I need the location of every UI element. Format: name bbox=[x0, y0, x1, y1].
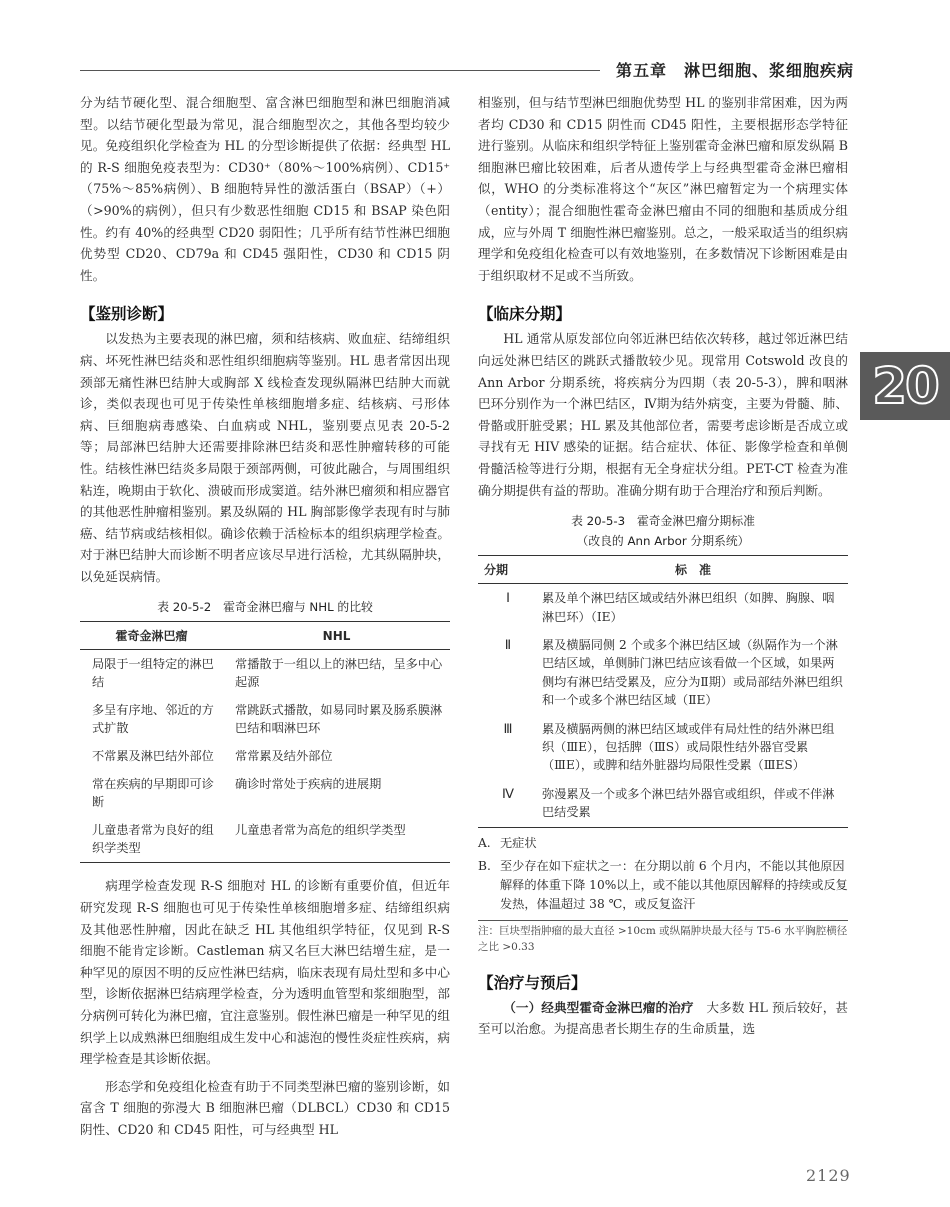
table-row bbox=[80, 650, 450, 697]
section-heading-treatment: 【治疗与预后】 bbox=[478, 973, 587, 992]
table-row bbox=[478, 780, 848, 827]
stage-criteria: 累及横膈同侧 2 个或多个淋巴结区域（纵隔作为一个淋巴结区域，单侧肺门淋巴结应该看做一个区域，如果两侧均有淋巴结受累及，应分为Ⅱ期）或局部结外淋巴组织和一个或多个淋巴结区域（ⅡE） bbox=[542, 637, 843, 708]
cell-hl: 不常累及淋巴结外部位 bbox=[92, 749, 214, 764]
group-key: B. bbox=[478, 858, 491, 873]
paragraph-differential: 以发热为主要表现的淋巴瘤，须和结核病、败血症、结缔组织病、坏死性淋巴结炎和恶性组织细胞病等鉴别。HL 患者常因出现颈部无痛性淋巴结肿大或胸部 X 线检查发现纵隔淋巴结肿大而就诊，类似表现也可见于传染性单核细胞增多症、结核病、弓形体病、巨细胞病毒感染、白血病或 NHL，鉴别要点见表 20-5-2 等；局部淋巴结肿大还需要排除淋巴结炎和恶性肿瘤转移的可能性。结核性淋巴结炎多局限于颈部两侧，可彼此融合，与周围组织粘连，晚期由于软化、溃破而形成窦道。结外淋巴瘤须和相应器官的其他恶性肿瘤相鉴别。累及纵隔的 HL 胸部影像学表现有时与肺癌、结节病或结核相似。确诊依赖于活检标本的组织病理学检查。对于淋巴结肿大而诊断不明者应该尽早进行活检，尤其纵隔肿块，以免延误病情。 bbox=[80, 331, 450, 584]
symptom-group-b bbox=[478, 857, 848, 914]
table-row bbox=[80, 742, 450, 770]
section-heading-staging: 【临床分期】 bbox=[478, 305, 572, 324]
chapter-tab-label: 20 bbox=[872, 357, 938, 415]
section-heading-differential: 【鉴别诊断】 bbox=[80, 305, 174, 324]
paragraph-classification: 分为结节硬化型、混合细胞型、富含淋巴细胞型和淋巴细胞消减型。以结节硬化型最为常见，混合细胞型次之，其他各型均较少见。免疫组织化学检查为 HL 的分型诊断提供了依据：经典型 HL 的 R-S 细胞免疫表型为：CD30⁺（80%～100%病例）、CD15⁺（75%～85%病例）、B 细胞特异性的激活蛋白（BSAP）（+）（>90%的病例），但只有少数恶性细胞 CD15 和 BSAP 染色阳性。约有 40%的经典型 CD20 弱阳性；几乎所有结节性淋巴细胞优势型 CD20、CD79a 和 CD45 强阳性，CD30 和 CD15 阴性。 bbox=[80, 95, 450, 283]
right-column bbox=[478, 92, 848, 1040]
table-row bbox=[478, 715, 848, 780]
cell-nhl: 确诊时常处于疾病的进展期 bbox=[235, 777, 382, 792]
group-text: 无症状 bbox=[500, 835, 537, 850]
table-row bbox=[80, 816, 450, 863]
table-staging bbox=[478, 555, 848, 827]
symptom-group-a bbox=[478, 834, 848, 853]
stage-criteria: 弥漫累及一个或多个淋巴结外器官或组织，伴或不伴淋巴结受累 bbox=[542, 786, 835, 820]
paragraph-staging: HL 通常从原发部位向邻近淋巴结依次转移，越过邻近淋巴结向远处淋巴结区的跳跃式播散较少见。现常用 Cotswold 改良的 Ann Arbor 分期系统，将疾病分为四期（表 20-5-3），脾和咽淋巴环分别作为一个淋巴结区，Ⅳ期为结外病变，主要为骨髓、肺、骨骼或肝脏受累；HL 累及其他部位者，需要考虑诊断是否成立或寻找有无 HIV 感染的证据。结合症状、体征、影像学检查和单侧骨髓活检等进行分期，根据有无全身症状分组。PET-CT 检查为准确分期提供有益的帮助。准确分期有助于合理治疗和预后判断。 bbox=[478, 331, 848, 498]
chapter-tab-marker bbox=[860, 352, 950, 420]
column-header-nhl: NHL bbox=[223, 622, 450, 650]
subsection-heading-classic-hl: （一）经典型霍奇金淋巴瘤的治疗 bbox=[503, 999, 694, 1015]
chapter-header: 第五章 淋巴细胞、浆细胞疾病 bbox=[615, 61, 854, 80]
table-caption-staging: 表 20-5-3 霍奇金淋巴瘤分期标准 bbox=[571, 514, 755, 529]
page-number: 2129 bbox=[806, 1166, 851, 1185]
stage-criteria: 累及横膈两侧的淋巴结区域或伴有局灶性的结外淋巴组织（ⅢE），包括脾（ⅢS）或局限性结外器官受累（ⅢE），或脾和结外脏器均局限性受累（ⅢES） bbox=[542, 721, 835, 773]
table-row bbox=[80, 696, 450, 742]
cell-nhl: 常播散于一组以上的淋巴结，呈多中心起源 bbox=[235, 657, 443, 690]
table-row bbox=[80, 770, 450, 816]
cell-nhl: 常跳跃式播散，如易同时累及肠系膜淋巴结和咽淋巴环 bbox=[235, 703, 443, 736]
cell-nhl: 儿童患者常为高危的组织学类型 bbox=[235, 823, 406, 838]
table-caption-hl-vs-nhl: 表 20-5-2 霍奇金淋巴瘤与 NHL 的比较 bbox=[157, 600, 373, 615]
table-row bbox=[478, 584, 848, 631]
paragraph-immunohistochemistry: 形态学和免疫组化检查有助于不同类型淋巴瘤的鉴别诊断，如富含 T 细胞的弥漫大 B 细胞淋巴瘤（DLBCL）CD30 和 CD15 阴性、CD20 和 CD45 阳性，可与经典型 HL bbox=[80, 1078, 450, 1137]
group-key: A. bbox=[478, 835, 491, 850]
stage-number: Ⅱ bbox=[504, 636, 512, 652]
paragraph-treatment bbox=[478, 997, 848, 1040]
group-text: 至少存在如下症状之一：在分期以前 6 个月内，不能以其他原因解释的体重下降 10%以上，或不能以其他原因解释的持续或反复发热，体温超过 38 ℃，或反复盗汗 bbox=[500, 858, 848, 911]
table-header-row bbox=[478, 556, 848, 584]
table-note: 注：巨块型指肿瘤的最大直径 >10cm 或纵隔肿块最大径与 T5-6 水平胸腔横径之比 >0.33 bbox=[478, 920, 848, 955]
table-hl-vs-nhl bbox=[80, 621, 450, 863]
cell-nhl: 常常累及结外部位 bbox=[235, 749, 333, 764]
column-header-criteria: 标 准 bbox=[538, 556, 848, 584]
table-subcaption-staging: （改良的 Ann Arbor 分期系统） bbox=[576, 534, 750, 549]
cell-hl: 多呈有序地、邻近的方式扩散 bbox=[92, 703, 214, 736]
paragraph-treatment-text: 大多数 HL 预后较好，甚至可以治愈。为提高患者长期生存的生命质量，选 bbox=[478, 999, 849, 1037]
cell-hl: 局限于一组特定的淋巴结 bbox=[92, 657, 214, 690]
stage-number: Ⅲ bbox=[503, 720, 513, 736]
left-column bbox=[80, 92, 450, 1141]
paragraph-pathology: 病理学检查发现 R-S 细胞对 HL 的诊断有重要价值，但近年研究发现 R-S 细胞也可见于传染性单核细胞增多症、结缔组织病及其他恶性肿瘤，因此在缺乏 HL 其他组织学特征，仅见到 R-S 细胞不能肯定诊断。Castleman 病又名巨大淋巴结增生症，是一种罕见的原因不明的反应性淋巴结病，临床表现有局灶型和多中心型，诊断依据淋巴结病理学检查，分为透明血管型和浆细胞型，部分病例可转化为淋巴瘤，宜注意鉴别。假性淋巴瘤是一种罕见的组织学上以成熟淋巴细胞组成生发中心和滤泡的慢性炎症性疾病，病理学检查是其诊断依据。 bbox=[80, 878, 450, 1067]
stage-number: Ⅰ bbox=[506, 590, 510, 606]
cell-hl: 常在疾病的早期即可诊断 bbox=[92, 777, 214, 810]
stage-number: Ⅳ bbox=[502, 785, 514, 801]
table-row bbox=[478, 631, 848, 715]
cell-hl: 儿童患者常为良好的组织学类型 bbox=[92, 823, 214, 856]
table-header-row bbox=[80, 622, 450, 650]
symptom-groups bbox=[478, 834, 848, 914]
header-rule bbox=[80, 70, 600, 71]
column-header-stage: 分期 bbox=[478, 556, 538, 584]
column-header-hl: 霍奇金淋巴瘤 bbox=[80, 622, 223, 650]
paragraph-differential-continued: 相鉴别，但与结节型淋巴细胞优势型 HL 的鉴别非常困难，因为两者均 CD30 和 CD15 阴性而 CD45 阳性，主要根据形态学特征进行鉴别。从临床和组织学特征上鉴别霍奇金淋巴瘤和原发纵隔 B 细胞淋巴瘤比较困难，后者从遗传学上与经典型霍奇金淋巴瘤相似，WHO 的分类标准将这个“灰区”淋巴瘤暂定为一个病理实体（entity）；混合细胞性霍奇金淋巴瘤由不同的细胞和基质成分组成，应与外周 T 细胞性淋巴瘤鉴别。总之，一般采取适当的组织病理学和免疫组化检查可以有效地鉴别，在多数情况下诊断困难是由于组织取材不足或不当所致。 bbox=[478, 95, 848, 283]
stage-criteria: 累及单个淋巴结区域或结外淋巴组织（如脾、胸腺、咽淋巴环）（ⅠE） bbox=[542, 591, 835, 624]
